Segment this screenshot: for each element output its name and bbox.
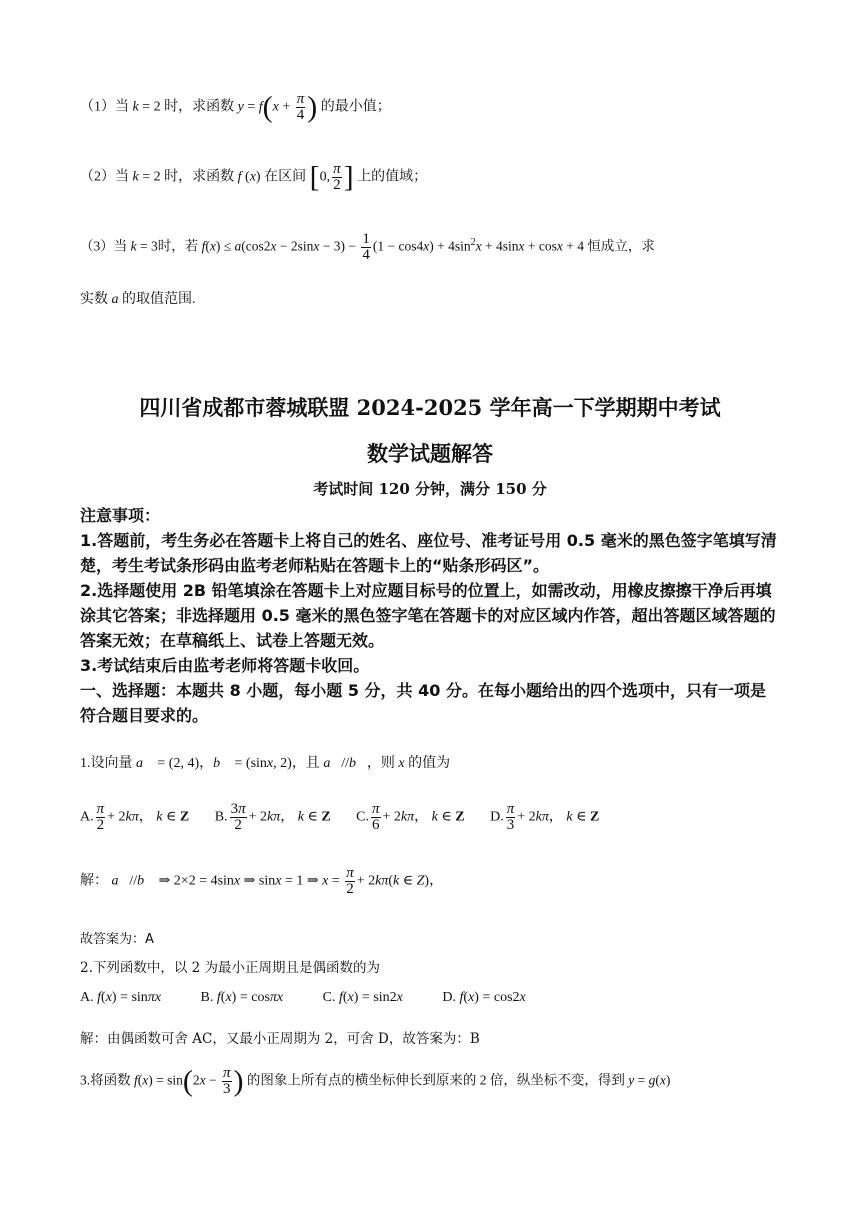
question-1: 1.设向量 a⃗ = (2, 4)，b⃗ = (sinx, 2)，且 a⃗//b⃗，则 x 的值为 xyxy=(80,756,451,771)
question-2: 2.下列函数中，以 2 为最小正周期且是偶函数的为 xyxy=(80,960,381,976)
part-2-interval-label: 在区间 xyxy=(264,169,307,185)
option-b: B. $\frac{3\pi}{2}$ + 2kπ， k ∈ Z xyxy=(214,801,331,833)
question-1-options xyxy=(80,802,780,833)
part-3-prefix: （3）当 xyxy=(80,238,128,254)
note-item-2: 2.选择题使用 2B 铅笔填涂在答题卡上对应题目标号的位置上，如需改动，用橡皮擦擦干净后再填涂其它答案；非选择题用 0.5 毫米的黑色签字笔在答题卡的对应区域内作答，超出答题区域答题的答案无效；在草稿纸上、试卷上答题无效。 xyxy=(80,581,776,650)
option-c: C. f(x) = sin2x xyxy=(322,990,403,1005)
part-1-question: （1）当 k = 2 时，求函数 y = f(x + $\frac{\pi}{4}$ ) 的最小值； xyxy=(80,90,391,124)
section-heading: 一、选择题：本题共 8 小题，每小题 5 分，共 40 分。在每小题给出的四个选项中，只有一项是符合题目要求的。 xyxy=(80,681,766,725)
option-b: B. f(x) = cosπx xyxy=(200,990,284,1005)
question-2-options xyxy=(80,990,780,1006)
part-3-line2-prefix: 实数 xyxy=(80,292,108,307)
part-3-suffix: 恒成立，求 xyxy=(587,238,655,254)
note-item-1: 1.答题前，考生务必在答题卡上将自己的姓名、座位号、准考证号用 0.5 毫米的黑色签字笔填写清楚，考生考试条形码由监考老师粘贴在答题卡上的“贴条形码区”。 xyxy=(80,531,777,575)
part-3-line-2: 实数 a 的取值范围. xyxy=(80,292,196,307)
question-1-mid: ，且 xyxy=(291,756,320,771)
exam-info: 考试时间 120 分钟，满分 150 分 xyxy=(313,480,547,498)
part-3-mid: 时，若 xyxy=(157,238,199,254)
question-3-suffix: 的图象上所有点的横坐标伸长到原来的 2 倍，纵坐标不变，得到 xyxy=(246,1072,625,1088)
part-1-prefix: （1）当 xyxy=(80,99,129,115)
part-2-mid: 时，求函数 xyxy=(164,169,235,185)
question-1-prefix: 1.设向量 xyxy=(80,756,133,771)
part-3-line2-suffix: 的取值范围. xyxy=(122,292,196,307)
page-title: 四川省成都市蓉城联盟 2024-2025 学年高一下学期期中考试 xyxy=(139,395,721,420)
part-1-mid: 时，求函数 xyxy=(164,99,235,115)
question-1-solution: 解： a⃗//b⃗ ⇒ 2×2 = 4sinx ⇒ sinx = 1 ⇒ x = $\frac{\pi}{2}$ + 2kπ(k ∈ Z)， xyxy=(80,865,444,897)
question-1-post: ，则 xyxy=(366,756,395,771)
part-2-suffix: 上的值域； xyxy=(357,169,428,185)
part-2-prefix: （2）当 xyxy=(80,169,129,185)
option-d: D. $\frac{\pi}{3}$ + 2kπ， k ∈ Z xyxy=(490,801,600,833)
solution-label: 解： xyxy=(80,873,108,889)
question-3: 3.将函数 f(x) = sin(2x − $\frac{\pi}{3}$ ) 的图象上所有点的横坐标伸长到原来的 2 倍，纵坐标不变，得到 y = g(x) xyxy=(80,1064,671,1098)
part-3-question: （3）当 k = 3时，若 f(x) ≤ a(cos2x − 2sinx − 3) − $\frac{1}{4}$ $(1 - \cos 4x) + 4\sin^2x + 4\sin x + \cos x + 4$ 恒成立，求 xyxy=(80,231,655,263)
question-1-end: 的值为 xyxy=(408,756,451,771)
option-a: A. $\frac{\pi}{2}$ + 2kπ， k ∈ Z xyxy=(80,801,190,833)
option-c: C. $\frac{\pi}{6}$ + 2kπ， k ∈ Z xyxy=(356,801,465,833)
note-item-3: 3.考试结束后由监考老师将答题卡收回。 xyxy=(80,656,370,675)
notes-heading: 注意事项： xyxy=(80,506,161,525)
option-d: D. f(x) = cos2x xyxy=(442,990,526,1005)
part-1-suffix: 的最小值； xyxy=(320,99,391,115)
option-a: A. f(x) = sinπx xyxy=(80,990,162,1005)
part-2-question: （2）当 k = 2 时，求函数 f (x) 在区间 [0, $\frac{\pi}{2}$ ] 上的值域； xyxy=(80,160,428,194)
question-3-prefix: 3.将函数 xyxy=(80,1072,131,1088)
question-1-answer: 故答案为：A xyxy=(80,932,154,947)
question-2-solution: 解：由偶函数可舍 AC，又最小正周期为 2，可舍 D，故答案为：B xyxy=(80,1031,480,1047)
page-subtitle: 数学试题解答 xyxy=(367,441,493,466)
